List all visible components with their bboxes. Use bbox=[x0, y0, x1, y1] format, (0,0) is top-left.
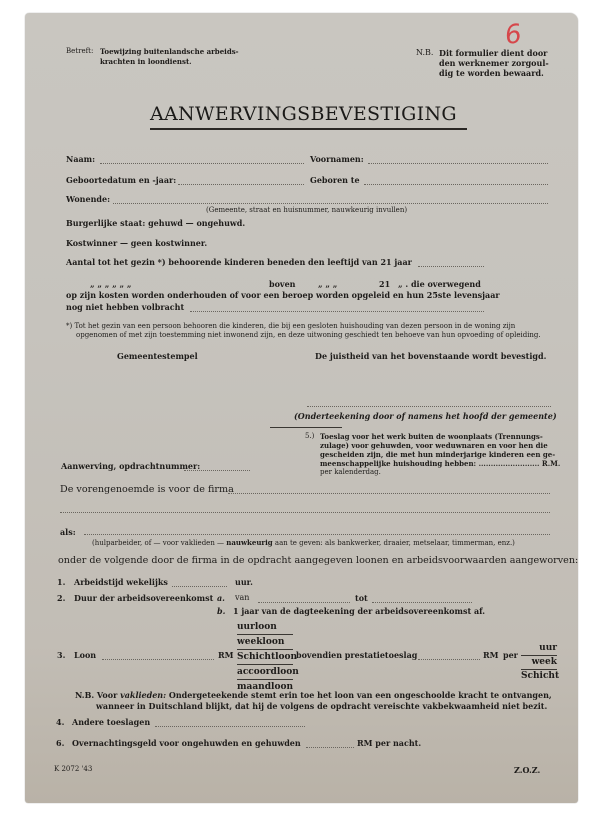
loon-type-accoordloon[interactable]: accoordloon bbox=[237, 665, 293, 680]
confirmation-text: De juistheid van het bovenstaande wordt bevestigd. bbox=[315, 351, 547, 361]
item3-per: per bbox=[503, 650, 518, 660]
item2-b: b. bbox=[217, 606, 226, 616]
kostwinner[interactable]: Kostwinner — geen kostwinner. bbox=[66, 238, 208, 248]
item6-number: 6. bbox=[56, 738, 65, 748]
divider-rule bbox=[270, 427, 342, 428]
per-unit-options bbox=[521, 642, 560, 683]
betreft-label: Betreft: bbox=[66, 47, 94, 55]
item1-label: Arbeidstijd wekelijks bbox=[74, 577, 168, 587]
andere-toeslagen-field[interactable] bbox=[155, 726, 305, 727]
geboortedatum-field[interactable] bbox=[178, 184, 304, 185]
item2-van: van bbox=[235, 593, 250, 602]
van-date-field[interactable] bbox=[258, 602, 350, 603]
children-line3: op zijn kosten worden onderhouden of voor een beroep worden opgeleid en hun 25ste levensjaar bbox=[66, 290, 500, 300]
naam-label: Naam: bbox=[66, 154, 96, 164]
burgerlijke-staat[interactable]: Burgerlijke staat: gehuwd — ongehuwd. bbox=[66, 218, 246, 228]
wonende-hint: (Gemeente, straat en huisnummer, nauwkeurig invullen) bbox=[206, 206, 408, 214]
ditto-marks-2: „ „ „ bbox=[318, 279, 338, 289]
children-line2-end: „ . die overwegend bbox=[398, 279, 481, 289]
betreft-line2: krachten in loondienst. bbox=[100, 57, 192, 66]
item2-number: 2. bbox=[57, 593, 66, 603]
betreft-line1: Toewijzing buitenlandsche arbeids- bbox=[100, 47, 239, 56]
per-unit-schicht[interactable]: Schicht bbox=[521, 671, 560, 681]
loon-type-weekloon[interactable]: weekloon bbox=[237, 635, 293, 650]
wonende-field[interactable] bbox=[113, 203, 548, 204]
loon-type-maandloon[interactable]: maandloon bbox=[237, 682, 293, 692]
arbeidstijd-field[interactable] bbox=[172, 586, 227, 587]
prestatietoeslag-field[interactable] bbox=[418, 659, 480, 660]
handwritten-page-number: 6 bbox=[502, 18, 524, 52]
footnote-line2: opgenomen of met zijn toestemming niet inwonend zijn, en deze uitwoning geschiedt ten behoeve van hun opvoeding of opleiding. bbox=[76, 331, 541, 339]
item3-bonus-label: bovendien prestatietoeslag bbox=[296, 650, 418, 660]
firma-field[interactable] bbox=[228, 493, 550, 494]
naam-field[interactable] bbox=[100, 163, 304, 164]
als-label: als: bbox=[60, 527, 76, 537]
loon-type-schichtloon[interactable]: Schichtloon bbox=[237, 650, 293, 665]
children-line4: nog niet hebben volbracht bbox=[66, 302, 185, 312]
nb-label: N.B. bbox=[416, 48, 434, 57]
als-hint-pre: (hulparbeider, of — voor vaklieden — bbox=[92, 539, 225, 547]
per-unit-week[interactable]: week bbox=[521, 656, 557, 670]
nb-prefix: N.B. Voor bbox=[75, 690, 118, 700]
als-hint bbox=[92, 538, 515, 547]
voornamen-label: Voornamen: bbox=[310, 154, 364, 164]
nb-line1: Dit formulier dient door bbox=[439, 48, 548, 58]
opdrachtnummer-label: Aanwerving, opdrachtnummer: bbox=[61, 461, 201, 471]
nb-rest: Ondergeteekende stemt erin toe het loon van een ongeschoolde kracht te ontvangen, bbox=[168, 690, 552, 700]
nb-vaklieden-line2: wanneer in Duitschland blijkt, dat hij de volgens de opdracht vereischte vakbekwaamheid niet bezit. bbox=[96, 701, 548, 711]
gemeentestempel-label: Gemeentestempel bbox=[117, 351, 198, 361]
allowance5-line2: zulage) voor gehuwden, voor weduwnaren en voor hen die bbox=[320, 441, 548, 450]
tot-date-field[interactable] bbox=[372, 602, 472, 603]
ditto-marks: „ „ „ „ „ „ bbox=[90, 279, 132, 289]
form-paper bbox=[25, 13, 578, 803]
item2-b-text: 1 jaar van de dagteekening der arbeidsovereenkomst af. bbox=[233, 606, 486, 616]
firma-label: De vorengenoemde is voor de firma bbox=[60, 484, 234, 495]
item4-label: Andere toeslagen bbox=[72, 717, 151, 727]
footnote-line1: *) Tot het gezin van een persoon behooren die kinderen, die bij een gesloten huishouding van dezen persoon in de woning zijn bbox=[66, 322, 516, 330]
children-under21-field[interactable] bbox=[418, 266, 484, 267]
item3-number: 3. bbox=[57, 650, 66, 660]
item2-tot: tot bbox=[355, 593, 368, 603]
loon-type-uurloon[interactable]: uurloon bbox=[237, 620, 293, 635]
als-hint-post: aan te geven: als bankwerker, draaier, metselaar, timmerman, enz.) bbox=[274, 539, 515, 547]
item1-unit: uur. bbox=[235, 577, 253, 587]
boven-label: boven bbox=[269, 279, 296, 289]
signature-field[interactable] bbox=[307, 406, 551, 407]
item3-rm2: RM bbox=[483, 650, 499, 660]
title-underline bbox=[150, 128, 467, 130]
item3-label: Loon bbox=[74, 650, 97, 660]
nb-line3: dig te worden bewaard. bbox=[439, 68, 544, 78]
item1-number: 1. bbox=[57, 577, 66, 587]
signature-caption: (Onderteekening door of namens het hoofd der gemeente) bbox=[294, 411, 557, 421]
geboren-field[interactable] bbox=[364, 184, 548, 185]
allowance5-line1: Toeslag voor het werk buiten de woonplaats (Trennungs- bbox=[320, 432, 543, 441]
item6-label: Overnachtingsgeld voor ongehuwden en gehuwden bbox=[72, 738, 301, 748]
allowance5-line5: per kalenderdag. bbox=[320, 468, 381, 476]
page-title: AANWERVINGSBEVESTIGING bbox=[150, 103, 457, 125]
item4-number: 4. bbox=[56, 717, 65, 727]
item2-label: Duur der arbeidsovereenkomst bbox=[74, 593, 214, 603]
als-field[interactable] bbox=[84, 534, 550, 535]
item2-a: a. bbox=[217, 593, 225, 603]
allowance5-number: 5.) bbox=[305, 432, 315, 440]
nb-line2: den werknemer zorgoul- bbox=[439, 58, 549, 68]
item3-rm: RM bbox=[218, 650, 234, 660]
loon-type-options bbox=[237, 620, 299, 694]
loon-amount-field[interactable] bbox=[102, 659, 214, 660]
overnachtingsgeld-field[interactable] bbox=[306, 747, 354, 748]
age-label: 21 bbox=[379, 279, 391, 289]
allowance5-line3: gescheiden zijn, die met hun minderjarige kinderen een ge- bbox=[320, 450, 556, 459]
zoz-label: Z.O.Z. bbox=[514, 765, 541, 775]
conditions-intro: onder de volgende door de firma in de opdracht aangegeven loonen en arbeidsvoorwaarden aangeworven: bbox=[58, 555, 579, 566]
geboren-label: Geboren te bbox=[310, 175, 360, 185]
item6-unit: RM per nacht. bbox=[357, 738, 422, 748]
nb-vaklieden: vaklieden: bbox=[120, 690, 167, 700]
wonende-label: Wonende: bbox=[66, 194, 111, 204]
als-hint-bold: nauwkeurig bbox=[226, 538, 273, 547]
nb-vaklieden-line1 bbox=[75, 690, 552, 700]
opdrachtnummer-field[interactable] bbox=[184, 470, 250, 471]
children-line1: Aantal tot het gezin *) behoorende kinderen beneden den leeftijd van 21 jaar bbox=[66, 257, 412, 267]
voornamen-field[interactable] bbox=[368, 163, 548, 164]
form-code: K 2072 '43 bbox=[54, 765, 93, 773]
allowance5-line4[interactable]: meenschappelijke huishouding hebben: ......................... R.M. bbox=[320, 459, 561, 468]
firma-field-line2[interactable] bbox=[60, 512, 550, 513]
children-over21-field[interactable] bbox=[190, 311, 484, 312]
geboortedatum-label: Geboortedatum en -jaar: bbox=[66, 175, 177, 185]
per-unit-uur[interactable]: uur bbox=[521, 642, 557, 656]
